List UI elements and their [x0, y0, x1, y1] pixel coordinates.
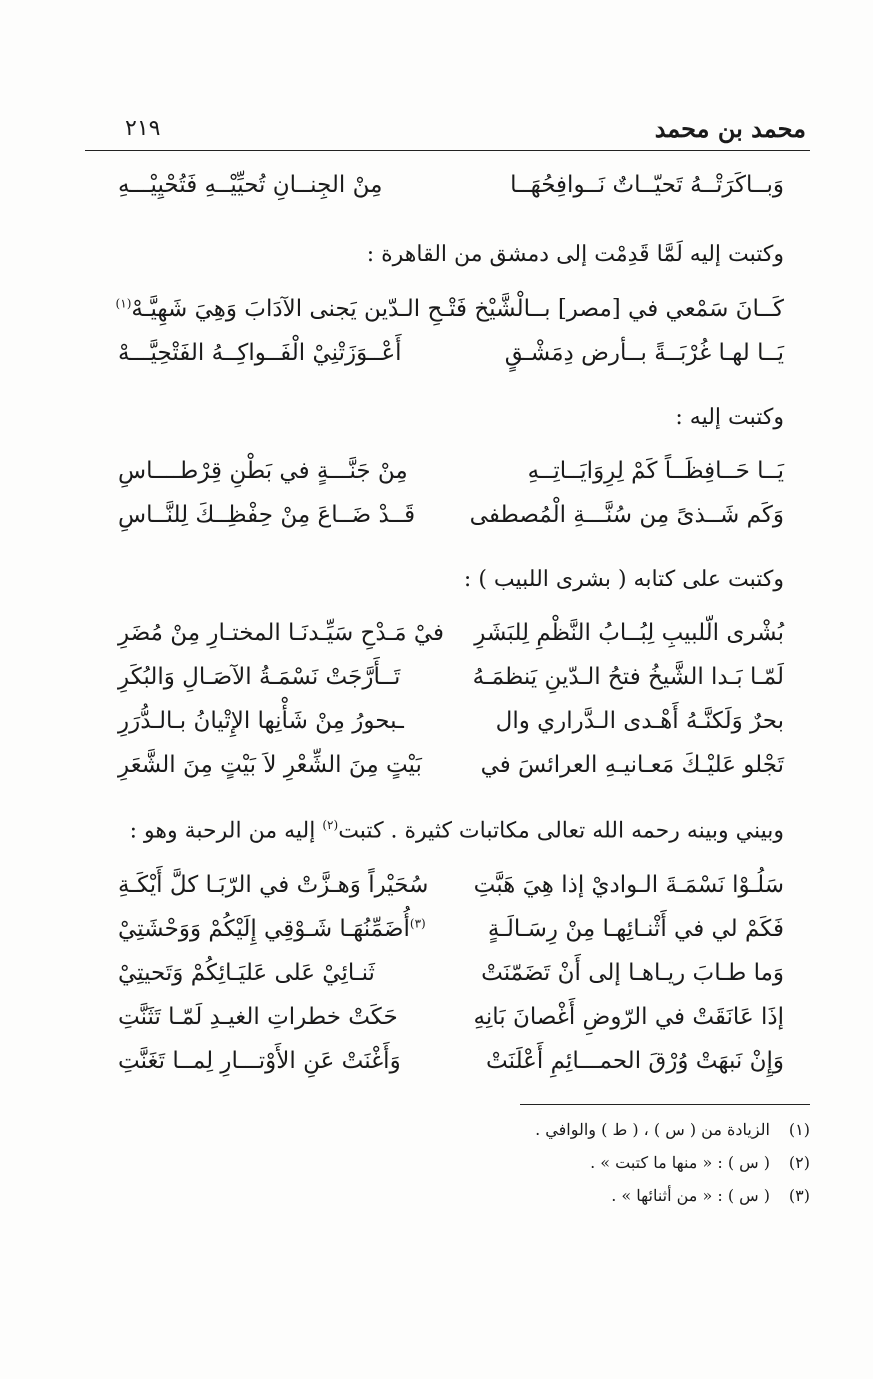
verse-line: [118, 1048, 784, 1096]
verse-second-hemistich: ثَنـائِيْ عَلى عَليَـائِكُمْ وَتَحيتِيْ: [118, 960, 375, 986]
prose-paragraph: [84, 818, 784, 843]
verse-line: [118, 172, 784, 220]
footnote-ref: (٣): [409, 916, 426, 931]
footnote-number: (٣): [788, 1186, 810, 1205]
footnote-ref: (٢): [322, 818, 339, 832]
footnote-text: الزيادة من ( س ) ، ( ط ) والوافي .: [535, 1120, 770, 1139]
verse-line: [118, 752, 784, 800]
verse-line: [118, 960, 784, 1008]
verse-second-hemistich: [118, 916, 444, 942]
prose-paragraph: وكتبت إليه لَمَّا قَدِمْت إلى دمشق من القاهرة :: [366, 242, 784, 267]
verse-line: [118, 872, 784, 920]
footnote-number: (٢): [788, 1153, 810, 1172]
verse-second-hemistich: مِنْ الجِنــانِ تُحيِّيْــهِ فَتُحْيِيْـــهِ: [118, 172, 383, 198]
verse-second-hemistich: فيْ مَـدْحِ سَيِّـدنَـا المختـارِ مِنْ مُضَرِ: [118, 620, 444, 646]
footnote: [210, 1153, 810, 1172]
footnote-text: ( س ) : « منها ما كتبت » .: [590, 1153, 770, 1172]
verse-line: [118, 620, 784, 668]
footnote-ref: (١): [115, 296, 132, 311]
verse-first-hemistich: وَبــاكَرَتْــهُ تَحيّــاتٌ نَــوافِحُهَــا: [510, 172, 784, 198]
header-rule: [85, 150, 810, 151]
verse-second-hemistich: قَــدْ ضَــاعَ مِنْ حِفْظِــكَ لِلنَّــاسِ: [118, 502, 416, 528]
prose-text: وبيني وبينه رحمه الله تعالى مكاتبات كثيرة . كتبت: [338, 818, 784, 844]
verse-first-hemistich: يَــا لهـا غُرْبَــةً بــأرض دِمَشْـقٍ: [504, 340, 784, 366]
verse-line: [118, 1004, 784, 1052]
verse-line: [115, 296, 784, 344]
verse-first-hemistich: وَما طـابَ ريـاهـا إلى أَنْ تَضَمّنَتْ: [481, 960, 784, 986]
verse-line: [118, 708, 784, 756]
verse-first-hemistich: فَكَمْ لي في أَثْنـائِهـا مِنْ رِسَـالَـةٍ: [487, 916, 784, 942]
prose-text-end: إليه من الرحبة وهو :: [129, 818, 323, 844]
verse-second-hemistich: مِنْ جَنَّـــةٍ في بَطْنِ قِرْطــــاسِ: [118, 458, 408, 484]
verse-first-hemistich: لَمّـا بَـدا الشَّيخُ فتحُ الـدّينِ يَنظمَـهُ: [472, 664, 784, 690]
verse-first-hemistich: بُشْرى الّلبيبِ لِبُــابُ النَّظْمِ لِلبَشَرِ: [474, 620, 784, 646]
verse-line: [118, 458, 784, 506]
verse-second-hemistich: سُحَيْراً وَهـزَّتْ في الرّبَـا كلَّ أَيْكَـةِ: [118, 872, 429, 898]
verse-first-hemistich: يَــا حَــافِظَــاً كَمْ لِرِوَايَــاتِــهِ: [527, 458, 784, 484]
verse-line: [118, 502, 784, 550]
verse-text: أُضَمِّنُهَـا شَـوْقِي إِلَيْكُمْ وَوَحْشَتِيْ: [118, 916, 410, 942]
verse-first-hemistich: تَجْلو عَليْـكَ مَعـانيـهِ العرائسَ في: [480, 752, 784, 778]
verse-line: [118, 916, 784, 964]
footnote-number: (١): [788, 1120, 810, 1139]
verse-second-hemistich: وَأَغْنَتْ عَنِ الأَوْتـــارِ لِمــا تَغَنَّتِ: [118, 1048, 401, 1074]
verse-first-hemistich: بحرٌ وَلَكنَّـهُ أَهْـدى الـدَّراري وال: [495, 708, 784, 734]
verse-second-hemistich: أَعْــوَزَتْنِيْ الْفَــواكِــهُ الفَتْحِيَّـــهْ: [118, 340, 402, 366]
page-header: [85, 112, 810, 152]
footnote-rule: [520, 1104, 810, 1105]
verse-second-hemistich: حَكَتْ خطراتِ الغيـدِ لَمّـا تَثَنَّتِ: [118, 1004, 398, 1030]
verse-first-hemistich: سَلُـوْا نَسْمَـةَ الـواديْ إذا هِيَ هَبَّتِ: [473, 872, 784, 898]
verse-first-hemistich: وَكَم شَــذىً مِن سُنَّـــةِ الْمُصطفى: [469, 502, 784, 528]
footnote: [210, 1186, 810, 1205]
verse-second-hemistich: ـبحورُ مِنْ شَأْنِها الإِتْيانُ بـالـدُّرَرِ: [118, 708, 404, 734]
verse-first-hemistich: وَإِنْ نَبهَتْ وُرْقَ الحمـــائِمِ أَعْلَنَتْ: [486, 1048, 784, 1074]
running-title: محمد بن محمد: [654, 114, 806, 143]
verse-text: كَــانَ سَمْعي في [مصر] بــالْشَّيْخ فَتْـحِ الـدّين يَجنى الآدَابَ وَهِيَ شَهِيَّـهْ: [131, 296, 784, 322]
verse-second-hemistich: بَيْتٍ مِنَ الشِّعْرِ لاَ بَيْتٍ مِنَ الشَّعَرِ: [118, 752, 422, 778]
prose-paragraph: وكتبت إليه :: [675, 405, 784, 430]
verse-second-hemistich: تَــأَرَّجَتْ نَسْمَـةُ الآصَـالِ وَالبُكَرِ: [118, 664, 401, 690]
verse-full-line: [115, 296, 784, 322]
prose-paragraph: وكتبت على كتابه ( بشرى اللبيب ) :: [463, 567, 784, 592]
footnote: [210, 1120, 810, 1139]
verse-line: [118, 664, 784, 712]
page-number: ٢١٩: [125, 116, 161, 141]
footnote-text: ( س ) : « من أثنائها » .: [611, 1186, 770, 1205]
verse-first-hemistich: إذَا عَانَقَتْ في الرّوضِ أَغْصانَ بَانِهِ: [473, 1004, 784, 1030]
verse-line: [118, 340, 784, 388]
